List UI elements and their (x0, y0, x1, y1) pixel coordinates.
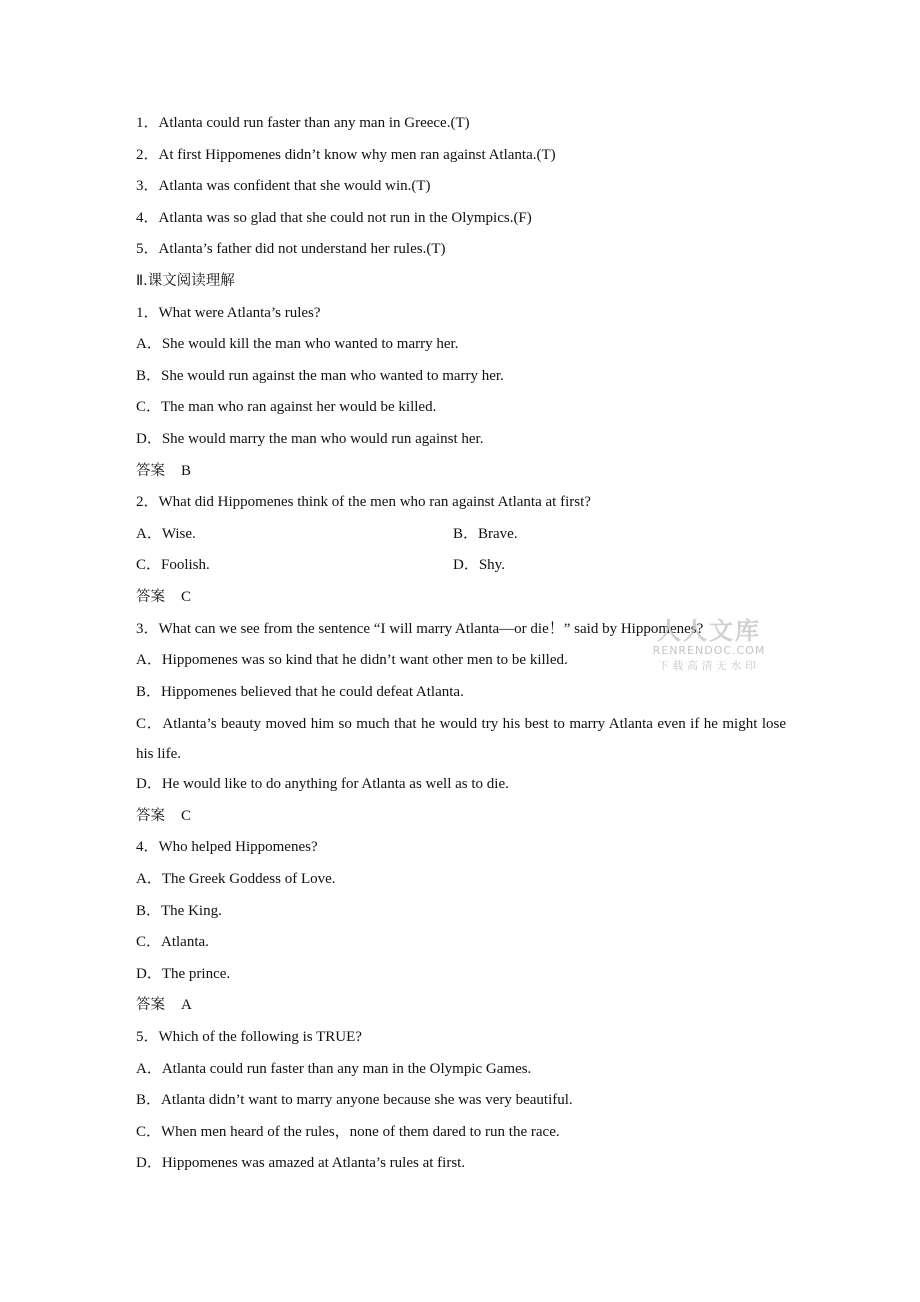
tf-item: 4．Atlanta was so glad that she could not run in the Olympics.(F) (136, 209, 532, 226)
question-option: D．Hippomenes was amazed at Atlanta’s rules at first. (136, 1155, 466, 1172)
question-option: A．Hippomenes was so kind that he didn’t want other men to be killed. (136, 652, 568, 669)
question-option: D．Shy. (453, 557, 505, 574)
answer-line (136, 990, 786, 1022)
question-option: C．When men heard of the rules，none of them dared to run the race. (136, 1123, 560, 1140)
tf-item: 2．At first Hippomenes didn’t know why men ran against Atlanta.(T) (136, 146, 556, 163)
answer-value: C (181, 807, 192, 824)
question-option: D．She would marry the man who would run against her. (136, 430, 484, 447)
question-option: A．She would kill the man who wanted to marry her. (136, 336, 459, 353)
answer-label: 答案 (136, 462, 165, 479)
question-option: B．The King. (136, 902, 222, 919)
question-stem: 1．What were Atlanta’s rules? (136, 304, 321, 321)
question-option: C．Atlanta. (136, 934, 209, 951)
tf-item: 1．Atlanta could run faster than any man in Greece.(T) (136, 115, 470, 131)
answer-value: B (181, 462, 192, 479)
answer-value: C (181, 588, 192, 605)
question-option: D．The prince. (136, 965, 231, 982)
question-option: A．The Greek Goddess of Love. (136, 871, 336, 888)
tf-item: 3．Atlanta was confident that she would win.(T) (136, 178, 431, 195)
watermark-logo: 人人文库 (657, 617, 761, 645)
answer-line (136, 801, 786, 833)
watermark-site: RENRENDOC.COM (652, 644, 766, 657)
answer-line (136, 582, 786, 614)
question-option: B．She would run against the man who wanted to marry her. (136, 367, 504, 384)
answer-label: 答案 (136, 997, 165, 1014)
section-heading: Ⅱ.课文阅读理解 (136, 272, 235, 289)
question-option: B．Atlanta didn’t want to marry anyone because she was very beautiful. (136, 1092, 573, 1109)
option-row (136, 519, 786, 551)
question-option: B．Brave. (453, 525, 518, 542)
question-option: C．Foolish. (136, 557, 210, 574)
question-stem: 2．What did Hippomenes think of the men who ran against Atlanta at first? (136, 494, 591, 511)
question-option: B．Hippomenes believed that he could defeat Atlanta. (136, 683, 464, 700)
watermark-slogan: 下载高清无水印 (658, 660, 760, 672)
answer-value: A (181, 997, 192, 1014)
question-option: C．Atlanta’s beauty moved him so much that he would try his best to marry Atlanta even if he might lose his life. (136, 716, 786, 763)
question-stem: 4．Who helped Hippomenes? (136, 839, 318, 856)
option-row (136, 550, 786, 582)
tf-item: 5．Atlanta’s father did not understand her rules.(T) (136, 241, 446, 258)
question-option: D．He would like to do anything for Atlanta as well as to die. (136, 776, 509, 793)
watermark (646, 618, 772, 674)
question-option: A．Wise. (136, 525, 196, 542)
question-stem: 3．What can we see from the sentence “I will marry Atlanta—or die！” said by Hippomenes? (136, 620, 704, 637)
answer-line (136, 456, 786, 488)
question-stem: 5．Which of the following is TRUE? (136, 1029, 362, 1046)
answer-label: 答案 (136, 588, 165, 605)
answer-label: 答案 (136, 807, 165, 824)
question-option: C．The man who ran against her would be killed. (136, 399, 437, 416)
question-option: A．Atlanta could run faster than any man in the Olympic Games. (136, 1060, 532, 1077)
